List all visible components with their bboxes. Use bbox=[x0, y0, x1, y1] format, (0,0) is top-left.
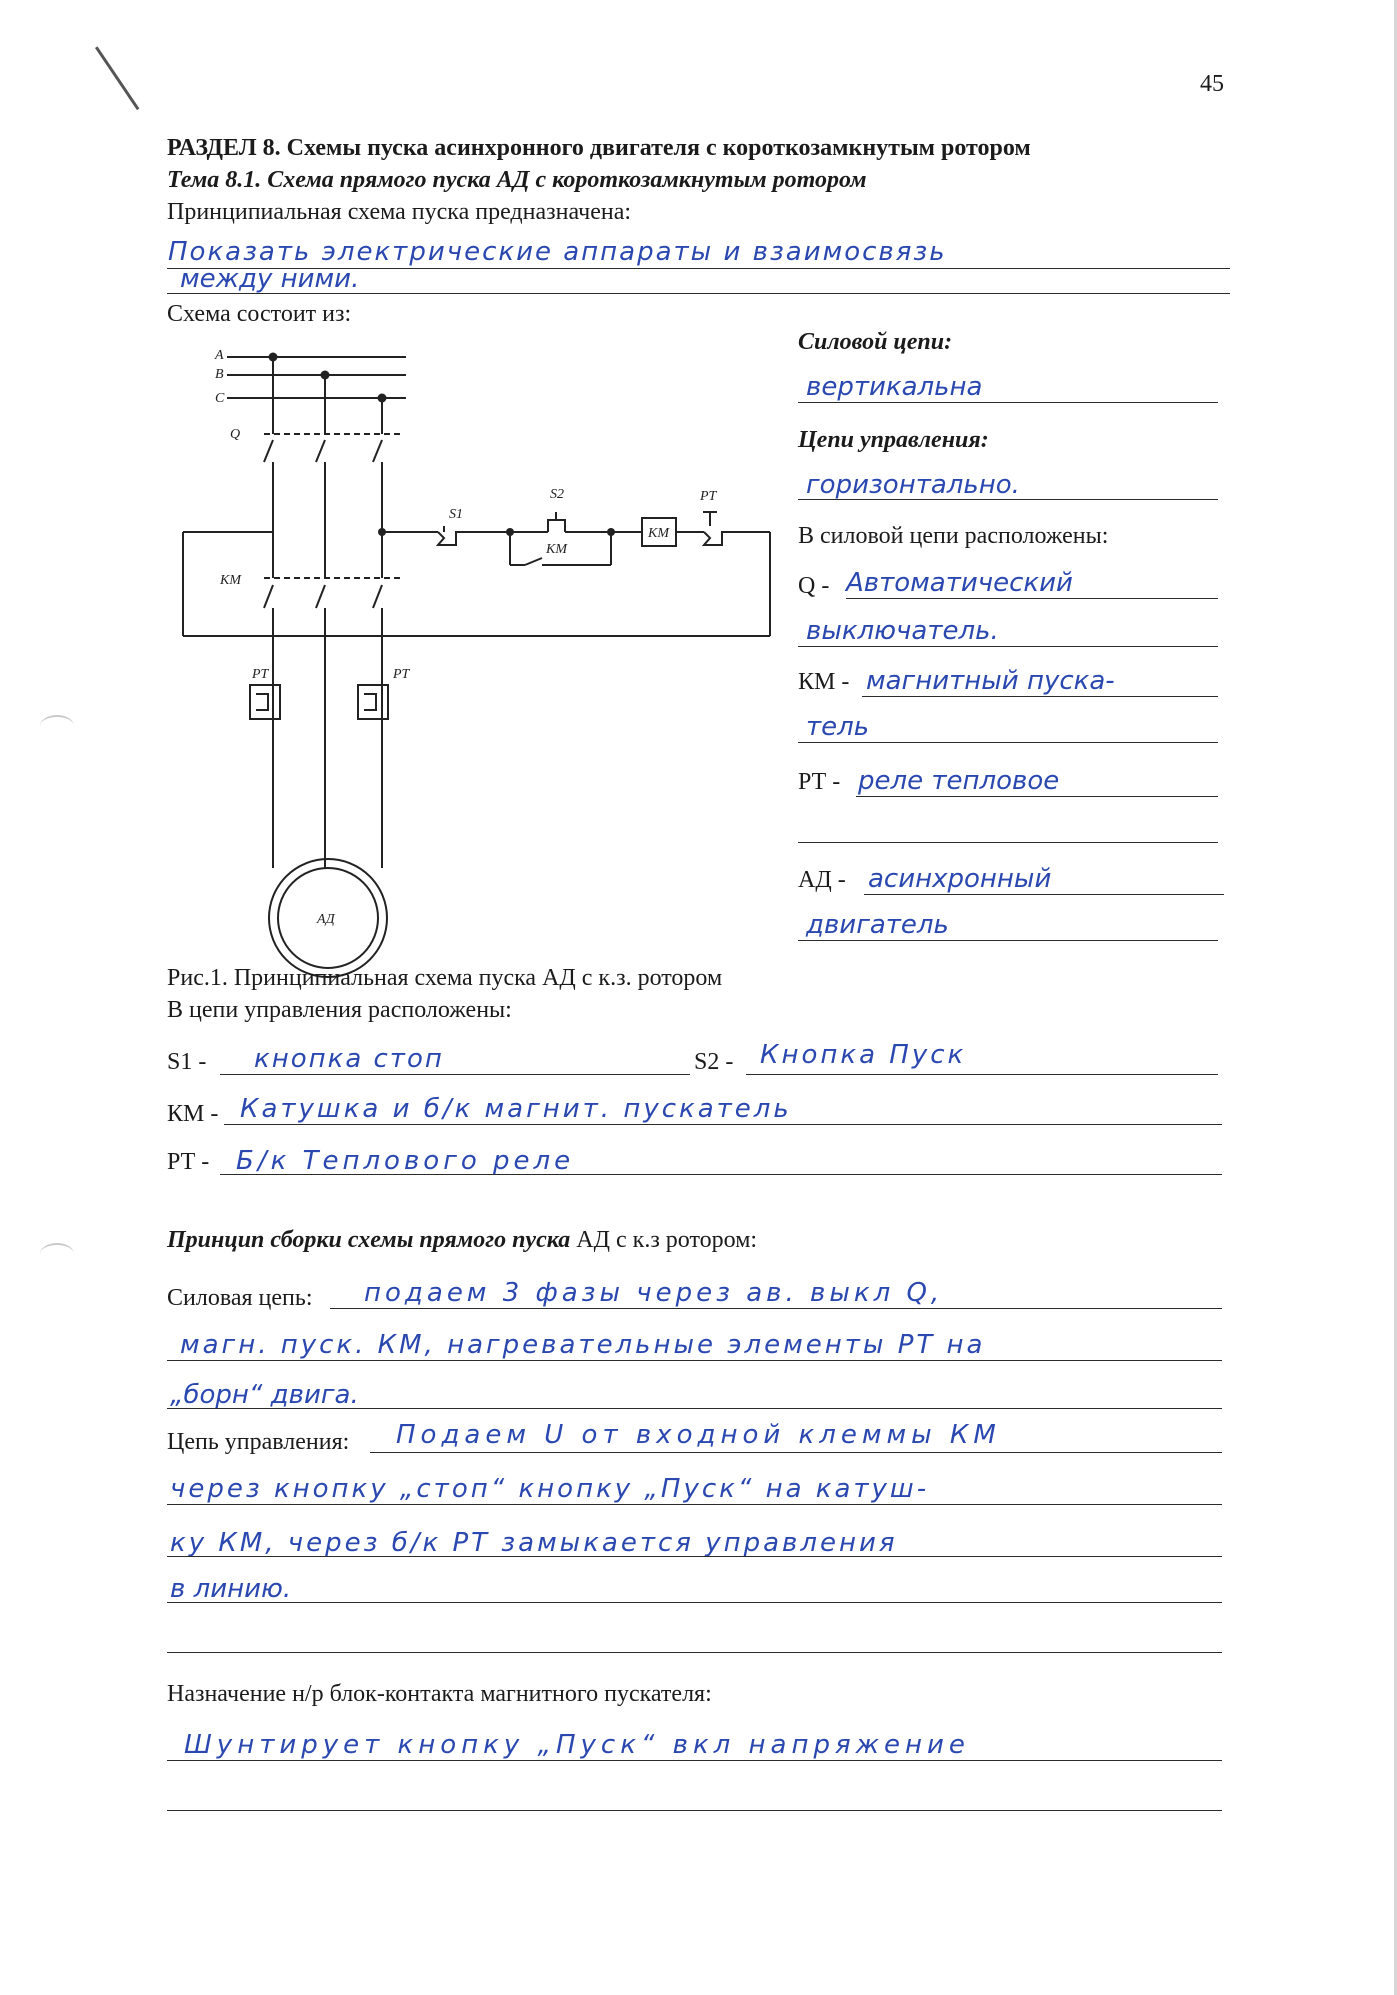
blockcontact-answer: Шунтирует кнопку „Пуск“ вкл напряжение bbox=[184, 1730, 970, 1760]
answer-line bbox=[798, 646, 1218, 647]
pt-control-answer: Б/к Теплового реле bbox=[236, 1146, 575, 1176]
power-circuit-answer: вертикальна bbox=[806, 372, 983, 402]
label-pt-left: PT bbox=[252, 667, 269, 682]
label-pt-top: PT bbox=[700, 489, 717, 504]
control-assembly-line1: Подаем U от входной клеммы КМ bbox=[396, 1420, 1001, 1450]
answer-line bbox=[798, 842, 1218, 843]
s1-label: S1 - bbox=[167, 1049, 207, 1075]
answer-line bbox=[220, 1074, 690, 1075]
ad-answer-line1: асинхронный bbox=[868, 864, 1052, 894]
pt-label: РТ - bbox=[798, 769, 841, 795]
answer-line bbox=[167, 1408, 1222, 1409]
answer-line bbox=[224, 1124, 1222, 1125]
label-motor: АД bbox=[317, 912, 335, 927]
q-label: Q - bbox=[798, 573, 830, 599]
label-phase-b: B bbox=[215, 367, 224, 382]
scan-mark bbox=[95, 46, 139, 110]
label-phase-c: C bbox=[215, 391, 225, 406]
label-km-contact: KM bbox=[546, 542, 567, 557]
control-located-label: В цепи управления расположены: bbox=[167, 997, 512, 1023]
power-circuit-label: Силовой цепи: bbox=[798, 329, 953, 355]
label-q: Q bbox=[230, 427, 241, 442]
answer-line bbox=[167, 1556, 1222, 1557]
purpose-answer-line2: между ними. bbox=[180, 264, 360, 294]
answer-line bbox=[856, 796, 1218, 797]
control-circuit-label: Цепи управления: bbox=[798, 427, 989, 453]
answer-line bbox=[798, 499, 1218, 500]
q-answer-line1: Автоматический bbox=[846, 568, 1073, 598]
answer-line bbox=[846, 598, 1218, 599]
power-assembly-line3: „борн“ двига. bbox=[170, 1380, 359, 1410]
ad-label: АД - bbox=[798, 867, 846, 893]
power-located-label: В силовой цепи расположены: bbox=[798, 523, 1109, 549]
topic-title: Тема 8.1. Схема прямого пуска АД с короткозамкнутым ротором bbox=[167, 167, 867, 193]
label-phase-a: A bbox=[215, 348, 224, 363]
answer-line bbox=[798, 402, 1218, 403]
answer-line bbox=[167, 1810, 1222, 1811]
answer-line bbox=[167, 1760, 1222, 1761]
control-circuit-answer: горизонтально. bbox=[806, 470, 1020, 500]
principle-label-bold: Принцип сборки схемы прямого пуска bbox=[167, 1227, 571, 1253]
answer-line bbox=[167, 293, 1230, 294]
label-km-main: KM bbox=[220, 573, 241, 588]
power-assembly-line2: магн. пуск. КМ, нагревательные элементы РТ на bbox=[180, 1330, 986, 1360]
answer-line bbox=[746, 1074, 1218, 1075]
punch-hole-mark bbox=[40, 1243, 74, 1265]
control-assembly-label: Цепь управления: bbox=[167, 1429, 350, 1455]
answer-line bbox=[167, 1652, 1222, 1653]
control-assembly-line3: ку КМ, через б/к РТ замыкается управления bbox=[170, 1528, 898, 1558]
answer-line bbox=[370, 1452, 1222, 1453]
figure-caption: Рис.1. Принципиальная схема пуска АД с к.з. ротором bbox=[167, 965, 723, 991]
answer-line bbox=[330, 1308, 1222, 1309]
control-assembly-line4: в линию. bbox=[170, 1574, 292, 1604]
control-assembly-line2: через кнопку „стоп“ кнопку „Пуск“ на катуш- bbox=[170, 1474, 930, 1504]
blockcontact-label: Назначение н/р блок-контакта магнитного пускателя: bbox=[167, 1681, 712, 1707]
circuit-diagram bbox=[170, 340, 790, 980]
km-answer-line1: магнитный пуска- bbox=[866, 666, 1115, 696]
label-s2: S2 bbox=[550, 487, 564, 502]
label-pt-right: PT bbox=[393, 667, 410, 682]
pt-answer: реле тепловое bbox=[858, 766, 1060, 796]
km-label: КМ - bbox=[798, 669, 850, 695]
pt-control-label: РТ - bbox=[167, 1149, 210, 1175]
consists-label: Схема состоит из: bbox=[167, 301, 352, 327]
label-km-coil: KM bbox=[648, 526, 669, 541]
s2-label: S2 - bbox=[694, 1049, 734, 1075]
answer-line bbox=[167, 1602, 1222, 1603]
section-title: РАЗДЕЛ 8. Схемы пуска асинхронного двигателя с короткозамкнутым ротором bbox=[167, 135, 1031, 161]
answer-line bbox=[862, 696, 1218, 697]
km-control-answer: Катушка и б/к магнит. пускатель bbox=[240, 1094, 792, 1124]
purpose-label: Принципиальная схема пуска предназначена: bbox=[167, 199, 632, 225]
q-answer-line2: выключатель. bbox=[806, 616, 999, 646]
answer-line bbox=[798, 742, 1218, 743]
s2-answer: Кнопка Пуск bbox=[760, 1040, 967, 1070]
ad-answer-line2: двигатель bbox=[806, 910, 949, 940]
purpose-answer-line1: Показать электрические аппараты и взаимосвязь bbox=[168, 237, 947, 267]
answer-line bbox=[220, 1174, 1222, 1175]
answer-line bbox=[864, 894, 1224, 895]
power-assembly-label: Силовая цепь: bbox=[167, 1285, 313, 1311]
km-answer-line2: тель bbox=[806, 712, 870, 742]
page-number: 45 bbox=[1200, 71, 1224, 97]
answer-line bbox=[167, 1360, 1222, 1361]
s1-answer: кнопка стоп bbox=[254, 1044, 444, 1074]
answer-line bbox=[798, 940, 1218, 941]
punch-hole-mark bbox=[40, 715, 74, 737]
answer-line bbox=[167, 1504, 1222, 1505]
principle-label-rest: АД с к.з ротором: bbox=[570, 1227, 758, 1253]
label-s1: S1 bbox=[449, 507, 463, 522]
km-control-label: КМ - bbox=[167, 1101, 219, 1127]
principle-label bbox=[167, 1226, 757, 1254]
power-assembly-line1: подаем 3 фазы через ав. выкл Q, bbox=[364, 1278, 944, 1308]
